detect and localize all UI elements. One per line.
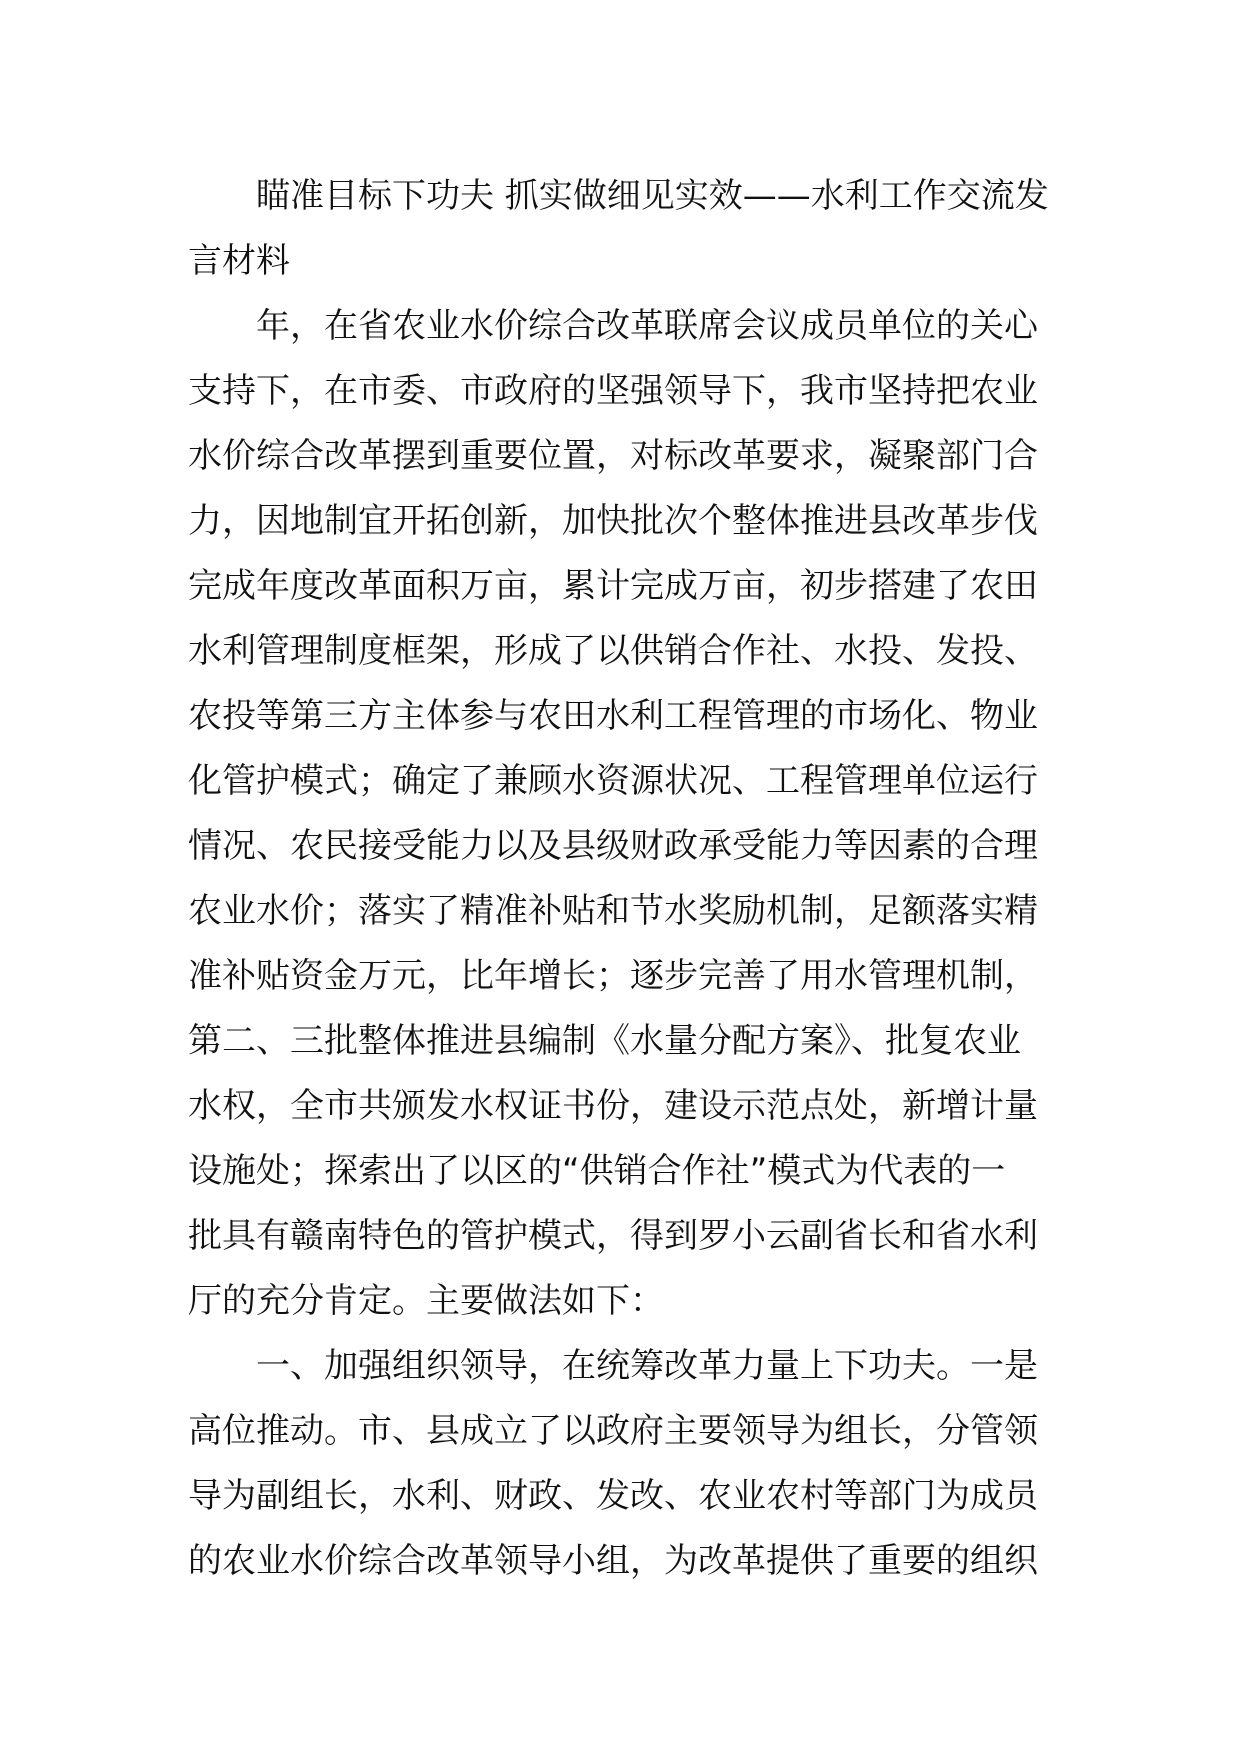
text-line: 化管护模式；确定了兼顾水资源状况、工程管理单位运行 [188, 761, 1038, 801]
text-line: 支持下，在市委、市政府的坚强领导下，我市坚持把农业 [188, 371, 1038, 411]
text-line: 情况、农民接受能力以及县级财政承受能力等因素的合理 [188, 826, 1038, 866]
text-line: 水价综合改革摆到重要位置，对标改革要求，凝聚部门合 [188, 436, 1038, 476]
text-line: 一、加强组织领导，在统筹改革力量上下功夫。一是 [256, 1346, 1038, 1386]
document-title [188, 164, 1062, 294]
document-body [188, 164, 1062, 1594]
text-line: 第二、三批整体推进县编制《水量分配方案》、批复农业 [188, 1021, 1021, 1061]
text-line: 的农业水价综合改革领导小组，为改革提供了重要的组织 [188, 1541, 1038, 1581]
text-line: 厅的充分肯定。主要做法如下： [188, 1281, 664, 1321]
text-line: 设施处；探索出了以区的“供销合作社”模式为代表的一 [188, 1151, 1006, 1191]
text-line: 农投等第三方主体参与农田水利工程管理的市场化、物业 [188, 696, 1038, 736]
text-line: 水利管理制度框架，形成了以供销合作社、水投、发投、 [188, 631, 1038, 671]
text-line: 年，在省农业水价综合改革联席会议成员单位的关心 [256, 306, 1038, 346]
text-line: 导为副组长，水利、财政、发改、农业农村等部门为成员 [188, 1476, 1038, 1516]
text-line: 准补贴资金万元，比年增长；逐步完善了用水管理机制， [188, 956, 1038, 996]
paragraph-intro [188, 294, 1062, 1334]
text-line: 高位推动。市、县成立了以政府主要领导为组长，分管领 [188, 1411, 1038, 1451]
text-line: 水权，全市共颁发水权证书份，建设示范点处，新增计量 [188, 1086, 1038, 1126]
text-line: 完成年度改革面积万亩，累计完成万亩，初步搭建了农田 [188, 566, 1038, 606]
text-line: 农业水价；落实了精准补贴和节水奖励机制，足额落实精 [188, 891, 1038, 931]
text-line: 批具有赣南特色的管护模式，得到罗小云副省长和省水利 [188, 1216, 1038, 1256]
title-line: 瞄准目标下功夫 抓实做细见实效——水利工作交流发 [256, 176, 1049, 216]
paragraph-section-one [188, 1334, 1062, 1594]
title-line: 言材料 [188, 241, 290, 281]
text-line: 力，因地制宜开拓创新，加快批次个整体推进县改革步伐 [188, 501, 1038, 541]
